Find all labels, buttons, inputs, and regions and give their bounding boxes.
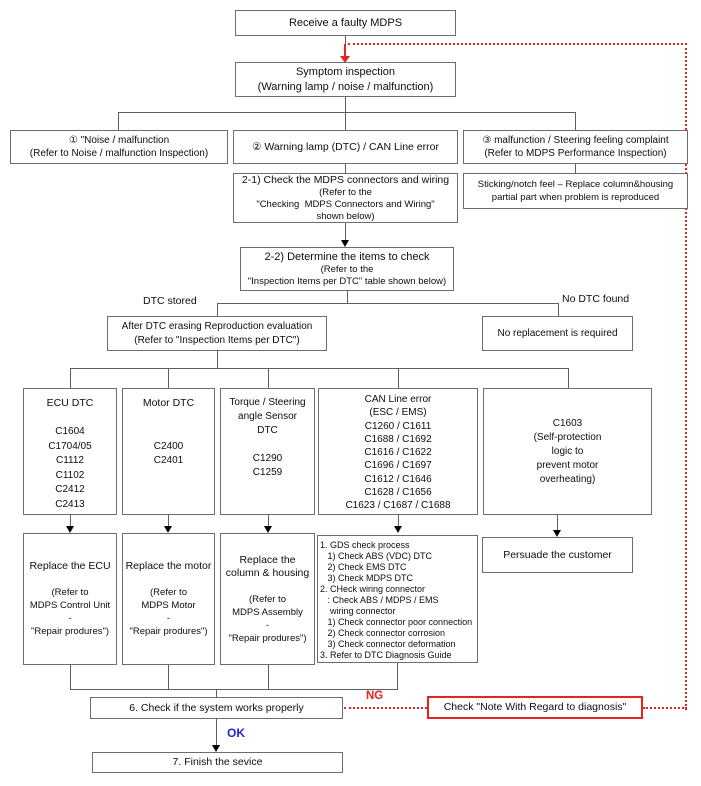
node-text-line: Check "Note With Regard to diagnosis" [443, 701, 627, 713]
node-text-line: C1604 [55, 426, 85, 437]
node-text-line: 1) Check ABS (VDC) DTC [320, 551, 433, 561]
node-text-line: C2412 [55, 484, 85, 495]
node-text-line: C1259 [252, 467, 283, 478]
node-text-line: C1290 [252, 453, 283, 464]
node-text-line: 2-1) Check the MDPS connectors and wiring [241, 173, 450, 186]
connector-line [217, 351, 218, 368]
node-text-line: C1623 / C1687 / C1688 [345, 500, 451, 512]
node-text-line: (Refer to the [319, 186, 372, 198]
node-no-replacement-required [482, 316, 633, 351]
arrow-down-icon [264, 526, 272, 533]
connector-line [268, 665, 269, 689]
node-text-line: : Check ABS / MDPS / EMS [320, 595, 439, 605]
node-warning-lamp-can-error [233, 130, 458, 164]
arrow-down-icon [164, 526, 172, 533]
node-text-line: C1704/05 [48, 440, 92, 452]
node-sticking-notch-feel [463, 173, 688, 209]
node-text-line: No replacement is required [497, 328, 618, 339]
node-text-line: (Refer to Noise / malfunction Inspection) [29, 148, 209, 159]
node-finish-service [92, 752, 343, 773]
node-text-line [167, 573, 170, 586]
node-text-line: ③ malfunction / Steering feeling complaint [482, 134, 669, 146]
node-text-line: column & housing [225, 566, 310, 579]
node-text-line: (Refer to [249, 593, 286, 605]
node-text-line: C2401 [153, 455, 184, 466]
connector-line [347, 291, 348, 303]
node-text-line: 2) Check connector corrosion [320, 628, 446, 638]
node-text-line: C1696 / C1697 [364, 460, 432, 472]
node-text-line: 2. CHeck wiring connector [320, 584, 426, 594]
node-text-line: overheating) [539, 473, 596, 485]
connector-line [217, 303, 218, 316]
node-text-line: (ESC / EMS) [369, 407, 427, 419]
node-text-line: CAN Line error [364, 394, 432, 405]
node-text-line: partial part when problem is reproduced [491, 192, 660, 203]
node-text-line: - [166, 613, 171, 624]
node-torque-steering-angle-dtc [220, 388, 315, 515]
node-text-line [69, 411, 72, 426]
connector-line [216, 719, 217, 746]
connector-line [216, 689, 217, 697]
node-text-line: C1628 / C1656 [364, 487, 432, 499]
node-text-line: ② Warning lamp (DTC) / CAN Line error [252, 140, 439, 153]
node-text-line: (Refer to MDPS Performance Inspection) [484, 148, 667, 159]
node-receive-faulty-mdps [235, 10, 456, 36]
node-text-line: angle Sensor [238, 411, 297, 422]
node-ecu-dtc [23, 388, 117, 515]
node-text-line: MDPS Motor [141, 600, 196, 611]
node-text-line: C2413 [55, 498, 85, 510]
node-text-line: 2) Check EMS DTC [320, 562, 407, 572]
feedback-dotted-line [643, 707, 687, 709]
node-text-line: MDPS Control Unit [29, 600, 111, 611]
arrow-down-icon [394, 526, 402, 533]
node-text-line: shown below) [316, 210, 375, 222]
node-text-line: - [265, 619, 270, 631]
node-check-connectors-wiring [233, 173, 458, 223]
node-text-line: C2400 [153, 440, 184, 452]
connector-line [398, 368, 399, 388]
connector-line [70, 665, 71, 689]
node-symptom-inspection [235, 62, 456, 97]
node-text-line: 6. Check if the system works properly [129, 701, 304, 714]
node-text-line: Replace the ECU [29, 560, 111, 572]
node-text-line: (Refer to [150, 587, 187, 598]
connector-line [217, 303, 559, 304]
node-text-line [69, 573, 72, 586]
connector-line [397, 663, 398, 689]
node-after-dtc-erasing [107, 316, 327, 351]
node-text-line: C1102 [55, 469, 85, 481]
node-motor-dtc [122, 388, 215, 515]
node-text-line: "Repair produres") [228, 632, 307, 644]
label-ok: OK [227, 726, 245, 740]
node-text-line [266, 580, 269, 593]
node-text-line: ECU DTC [46, 397, 94, 409]
node-text-line [167, 411, 170, 426]
connector-line [345, 223, 346, 241]
node-c1603-self-protection [483, 388, 652, 515]
arrow-down-icon [341, 240, 349, 247]
node-text-line [266, 438, 269, 452]
node-text-line: (Self-protection [533, 431, 602, 443]
node-text-line: C1260 / C1611 [364, 420, 432, 432]
node-text-line: "Repair produres") [30, 626, 110, 637]
arrow-down-icon [66, 526, 74, 533]
node-check-system-works [90, 697, 343, 719]
connector-line [118, 112, 119, 130]
node-check-note-diagnosis [427, 696, 643, 719]
node-replace-ecu [23, 533, 117, 665]
connector-line [575, 112, 576, 130]
node-text-line: 3) Check MDPS DTC [320, 573, 414, 583]
node-text-line: C1612 / C1646 [364, 473, 432, 485]
node-text-line: 3. Refer to DTC Diagnosis Guide [320, 650, 452, 660]
node-text-line [167, 425, 170, 440]
node-text-line: 3) Check connector deformation [320, 639, 456, 649]
node-replace-motor [122, 533, 215, 665]
node-text-line: Symptom inspection [295, 65, 396, 78]
node-text-line: Replace the motor [125, 560, 212, 572]
label-ng: NG [366, 690, 384, 702]
node-text-line: Torque / Steering [229, 397, 306, 408]
node-text-line: (Refer to "Inspection Items per DTC") [134, 334, 300, 346]
connector-line [118, 112, 576, 113]
connector-line [345, 112, 346, 130]
connector-line [70, 368, 71, 388]
connector-line [168, 368, 169, 388]
node-replace-column-housing [220, 533, 315, 665]
node-can-line-error [318, 388, 478, 515]
connector-line [345, 36, 346, 44]
node-noise-malfunction [10, 130, 228, 164]
connector-line [558, 303, 559, 316]
connector-line [268, 368, 269, 388]
node-text-line: Replace the [239, 553, 296, 566]
arrow-down-icon [553, 530, 561, 537]
feedback-dotted-line [348, 43, 687, 45]
node-text-line: Receive a faulty MDPS [288, 16, 403, 29]
node-text-line: 2-2) Determine the items to check [264, 250, 430, 263]
node-text-line: "Repair produres") [129, 626, 208, 637]
node-text-line: - [68, 613, 72, 624]
node-text-line: (Refer to the [320, 263, 374, 275]
node-text-line: C1688 / C1692 [364, 433, 432, 445]
label-dtc-stored: DTC stored [143, 295, 197, 307]
connector-line [70, 689, 398, 690]
node-text-line: C1616 / C1622 [364, 447, 432, 459]
node-text-line: 7. Finish the sevice [172, 756, 263, 768]
connector-line [70, 368, 569, 369]
node-text-line: logic to [551, 445, 584, 457]
connector-line [568, 368, 569, 388]
connector-line [557, 515, 558, 530]
node-text-line: Sticking/notch feel – Replace column&housing [477, 178, 674, 190]
node-text-line: 1) Check connector poor connection [320, 617, 473, 627]
node-text-line: After DTC erasing Reproduction evaluation [121, 320, 313, 332]
node-text-line: "Checking MDPS Connectors and Wiring" [256, 198, 435, 210]
node-text-line: ① "Noise / malfunction [68, 134, 170, 146]
node-text-line: MDPS Assembly [232, 606, 303, 618]
node-text-line: Persuade the customer [503, 548, 612, 561]
connector-line [168, 665, 169, 689]
node-text-line: wiring connector [320, 606, 396, 616]
node-gds-check-process [317, 535, 478, 663]
node-text-line: Motor DTC [142, 397, 195, 409]
node-text-line: C1112 [56, 455, 84, 466]
node-text-line: prevent motor [536, 459, 599, 471]
node-steering-feeling-complaint [463, 130, 688, 164]
node-text-line: C1603 [552, 417, 583, 429]
node-text-line: "Inspection Items per DTC" table shown below) [247, 276, 447, 287]
connector-line [345, 97, 346, 112]
connector-line [575, 163, 576, 173]
arrow-down-icon [212, 745, 220, 752]
node-persuade-customer [482, 537, 633, 573]
node-text-line: 1. GDS check process [320, 540, 410, 550]
node-text-line: DTC [257, 425, 278, 436]
label-no-dtc-found: No DTC found [562, 293, 630, 305]
node-text-line: (Warning lamp / noise / malfunction) [257, 80, 434, 93]
node-text-line: (Refer to [51, 587, 89, 598]
ng-dotted-line [344, 707, 427, 709]
node-determine-items-to-check [240, 247, 454, 291]
connector-line [345, 163, 346, 173]
